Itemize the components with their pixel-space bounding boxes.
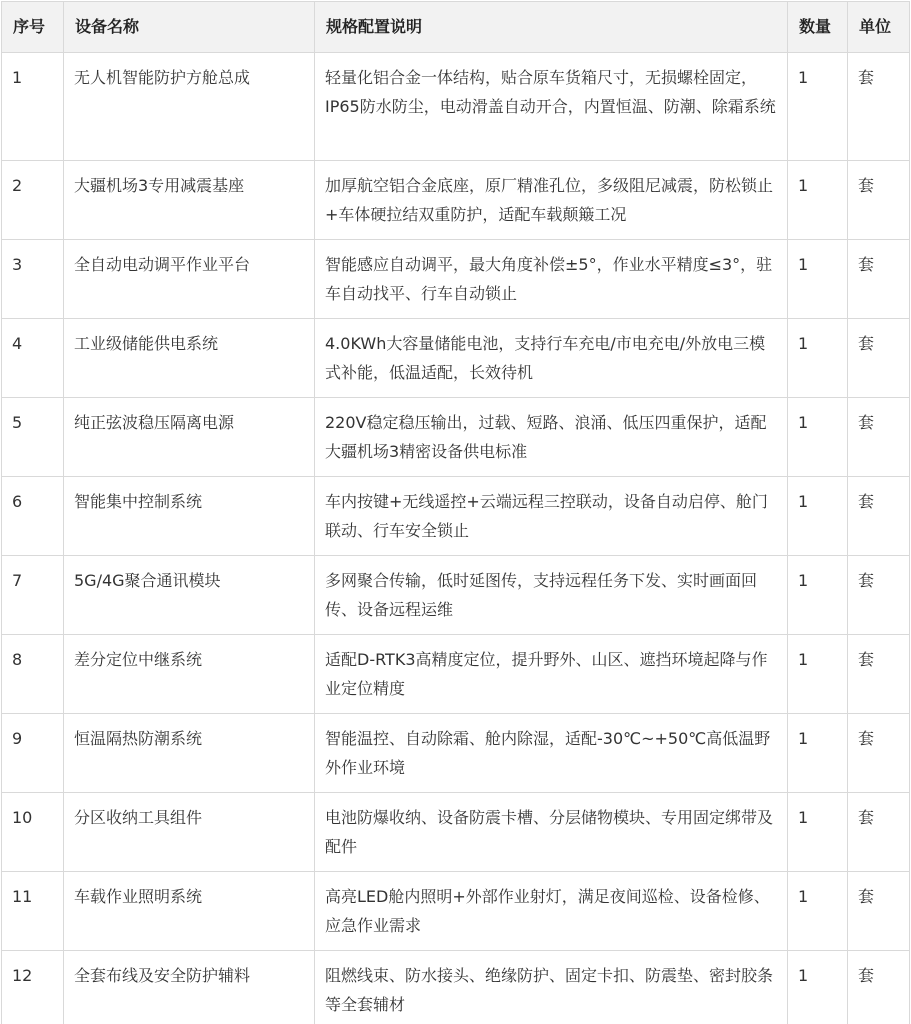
cell-unit: 套 bbox=[848, 714, 910, 793]
cell-name: 大疆机场3专用减震基座 bbox=[64, 161, 315, 240]
cell-name: 车载作业照明系统 bbox=[64, 872, 315, 951]
cell-no: 2 bbox=[2, 161, 64, 240]
cell-spec: 轻量化铝合金一体结构，贴合原车货箱尺寸，无损螺栓固定，IP65防水防尘，电动滑盖自动开合，内置恒温、防潮、除霜系统 bbox=[315, 53, 788, 161]
cell-qty: 1 bbox=[788, 53, 848, 161]
cell-spec: 适配D-RTK3高精度定位，提升野外、山区、遮挡环境起降与作业定位精度 bbox=[315, 635, 788, 714]
table-row bbox=[2, 793, 910, 872]
cell-qty: 1 bbox=[788, 556, 848, 635]
cell-name: 恒温隔热防潮系统 bbox=[64, 714, 315, 793]
table-row bbox=[2, 398, 910, 477]
table-row bbox=[2, 556, 910, 635]
table-body bbox=[2, 53, 910, 1024]
table-row bbox=[2, 319, 910, 398]
cell-no: 6 bbox=[2, 477, 64, 556]
cell-qty: 1 bbox=[788, 477, 848, 556]
cell-unit: 套 bbox=[848, 398, 910, 477]
table-header bbox=[2, 2, 910, 53]
cell-spec: 阻燃线束、防水接头、绝缘防护、固定卡扣、防震垫、密封胶条等全套辅材 bbox=[315, 951, 788, 1024]
cell-spec: 多网聚合传输，低时延图传，支持远程任务下发、实时画面回传、设备远程运维 bbox=[315, 556, 788, 635]
cell-no: 11 bbox=[2, 872, 64, 951]
cell-name: 无人机智能防护方舱总成 bbox=[64, 53, 315, 161]
cell-qty: 1 bbox=[788, 635, 848, 714]
cell-no: 10 bbox=[2, 793, 64, 872]
cell-unit: 套 bbox=[848, 556, 910, 635]
cell-spec: 智能感应自动调平，最大角度补偿±5°，作业水平精度≤3°，驻车自动找平、行车自动锁止 bbox=[315, 240, 788, 319]
cell-name: 5G/4G聚合通讯模块 bbox=[64, 556, 315, 635]
cell-spec: 4.0KWh大容量储能电池，支持行车充电/市电充电/外放电三模式补能，低温适配，长效待机 bbox=[315, 319, 788, 398]
header-spec: 规格配置说明 bbox=[315, 2, 788, 53]
header-unit: 单位 bbox=[848, 2, 910, 53]
cell-spec: 加厚航空铝合金底座，原厂精准孔位，多级阻尼减震，防松锁止+车体硬拉结双重防护，适配车载颠簸工况 bbox=[315, 161, 788, 240]
table-row bbox=[2, 635, 910, 714]
cell-no: 8 bbox=[2, 635, 64, 714]
cell-name: 智能集中控制系统 bbox=[64, 477, 315, 556]
cell-qty: 1 bbox=[788, 240, 848, 319]
cell-unit: 套 bbox=[848, 793, 910, 872]
cell-name: 分区收纳工具组件 bbox=[64, 793, 315, 872]
cell-no: 9 bbox=[2, 714, 64, 793]
table-row bbox=[2, 951, 910, 1024]
cell-qty: 1 bbox=[788, 951, 848, 1024]
cell-no: 3 bbox=[2, 240, 64, 319]
cell-unit: 套 bbox=[848, 872, 910, 951]
cell-no: 12 bbox=[2, 951, 64, 1024]
table-row bbox=[2, 161, 910, 240]
cell-unit: 套 bbox=[848, 477, 910, 556]
table-row bbox=[2, 53, 910, 161]
cell-unit: 套 bbox=[848, 951, 910, 1024]
table-row bbox=[2, 872, 910, 951]
cell-no: 7 bbox=[2, 556, 64, 635]
cell-qty: 1 bbox=[788, 398, 848, 477]
cell-unit: 套 bbox=[848, 53, 910, 161]
cell-spec: 220V稳定稳压输出，过载、短路、浪涌、低压四重保护，适配大疆机场3精密设备供电标准 bbox=[315, 398, 788, 477]
cell-unit: 套 bbox=[848, 240, 910, 319]
cell-name: 工业级储能供电系统 bbox=[64, 319, 315, 398]
table-row bbox=[2, 240, 910, 319]
header-qty: 数量 bbox=[788, 2, 848, 53]
cell-qty: 1 bbox=[788, 319, 848, 398]
cell-spec: 车内按键+无线遥控+云端远程三控联动，设备自动启停、舱门联动、行车安全锁止 bbox=[315, 477, 788, 556]
cell-name: 全自动电动调平作业平台 bbox=[64, 240, 315, 319]
table-row bbox=[2, 714, 910, 793]
table-row bbox=[2, 477, 910, 556]
cell-qty: 1 bbox=[788, 714, 848, 793]
cell-spec: 高亮LED舱内照明+外部作业射灯，满足夜间巡检、设备检修、应急作业需求 bbox=[315, 872, 788, 951]
cell-qty: 1 bbox=[788, 872, 848, 951]
cell-unit: 套 bbox=[848, 635, 910, 714]
cell-no: 4 bbox=[2, 319, 64, 398]
cell-spec: 电池防爆收纳、设备防震卡槽、分层储物模块、专用固定绑带及配件 bbox=[315, 793, 788, 872]
equipment-spec-table bbox=[1, 1, 910, 1024]
header-row bbox=[2, 2, 910, 53]
cell-qty: 1 bbox=[788, 161, 848, 240]
cell-name: 差分定位中继系统 bbox=[64, 635, 315, 714]
cell-no: 1 bbox=[2, 53, 64, 161]
cell-unit: 套 bbox=[848, 319, 910, 398]
cell-qty: 1 bbox=[788, 793, 848, 872]
header-no: 序号 bbox=[2, 2, 64, 53]
cell-name: 纯正弦波稳压隔离电源 bbox=[64, 398, 315, 477]
cell-unit: 套 bbox=[848, 161, 910, 240]
header-name: 设备名称 bbox=[64, 2, 315, 53]
cell-name: 全套布线及安全防护辅料 bbox=[64, 951, 315, 1024]
cell-spec: 智能温控、自动除霜、舱内除湿，适配-30℃~+50℃高低温野外作业环境 bbox=[315, 714, 788, 793]
cell-no: 5 bbox=[2, 398, 64, 477]
